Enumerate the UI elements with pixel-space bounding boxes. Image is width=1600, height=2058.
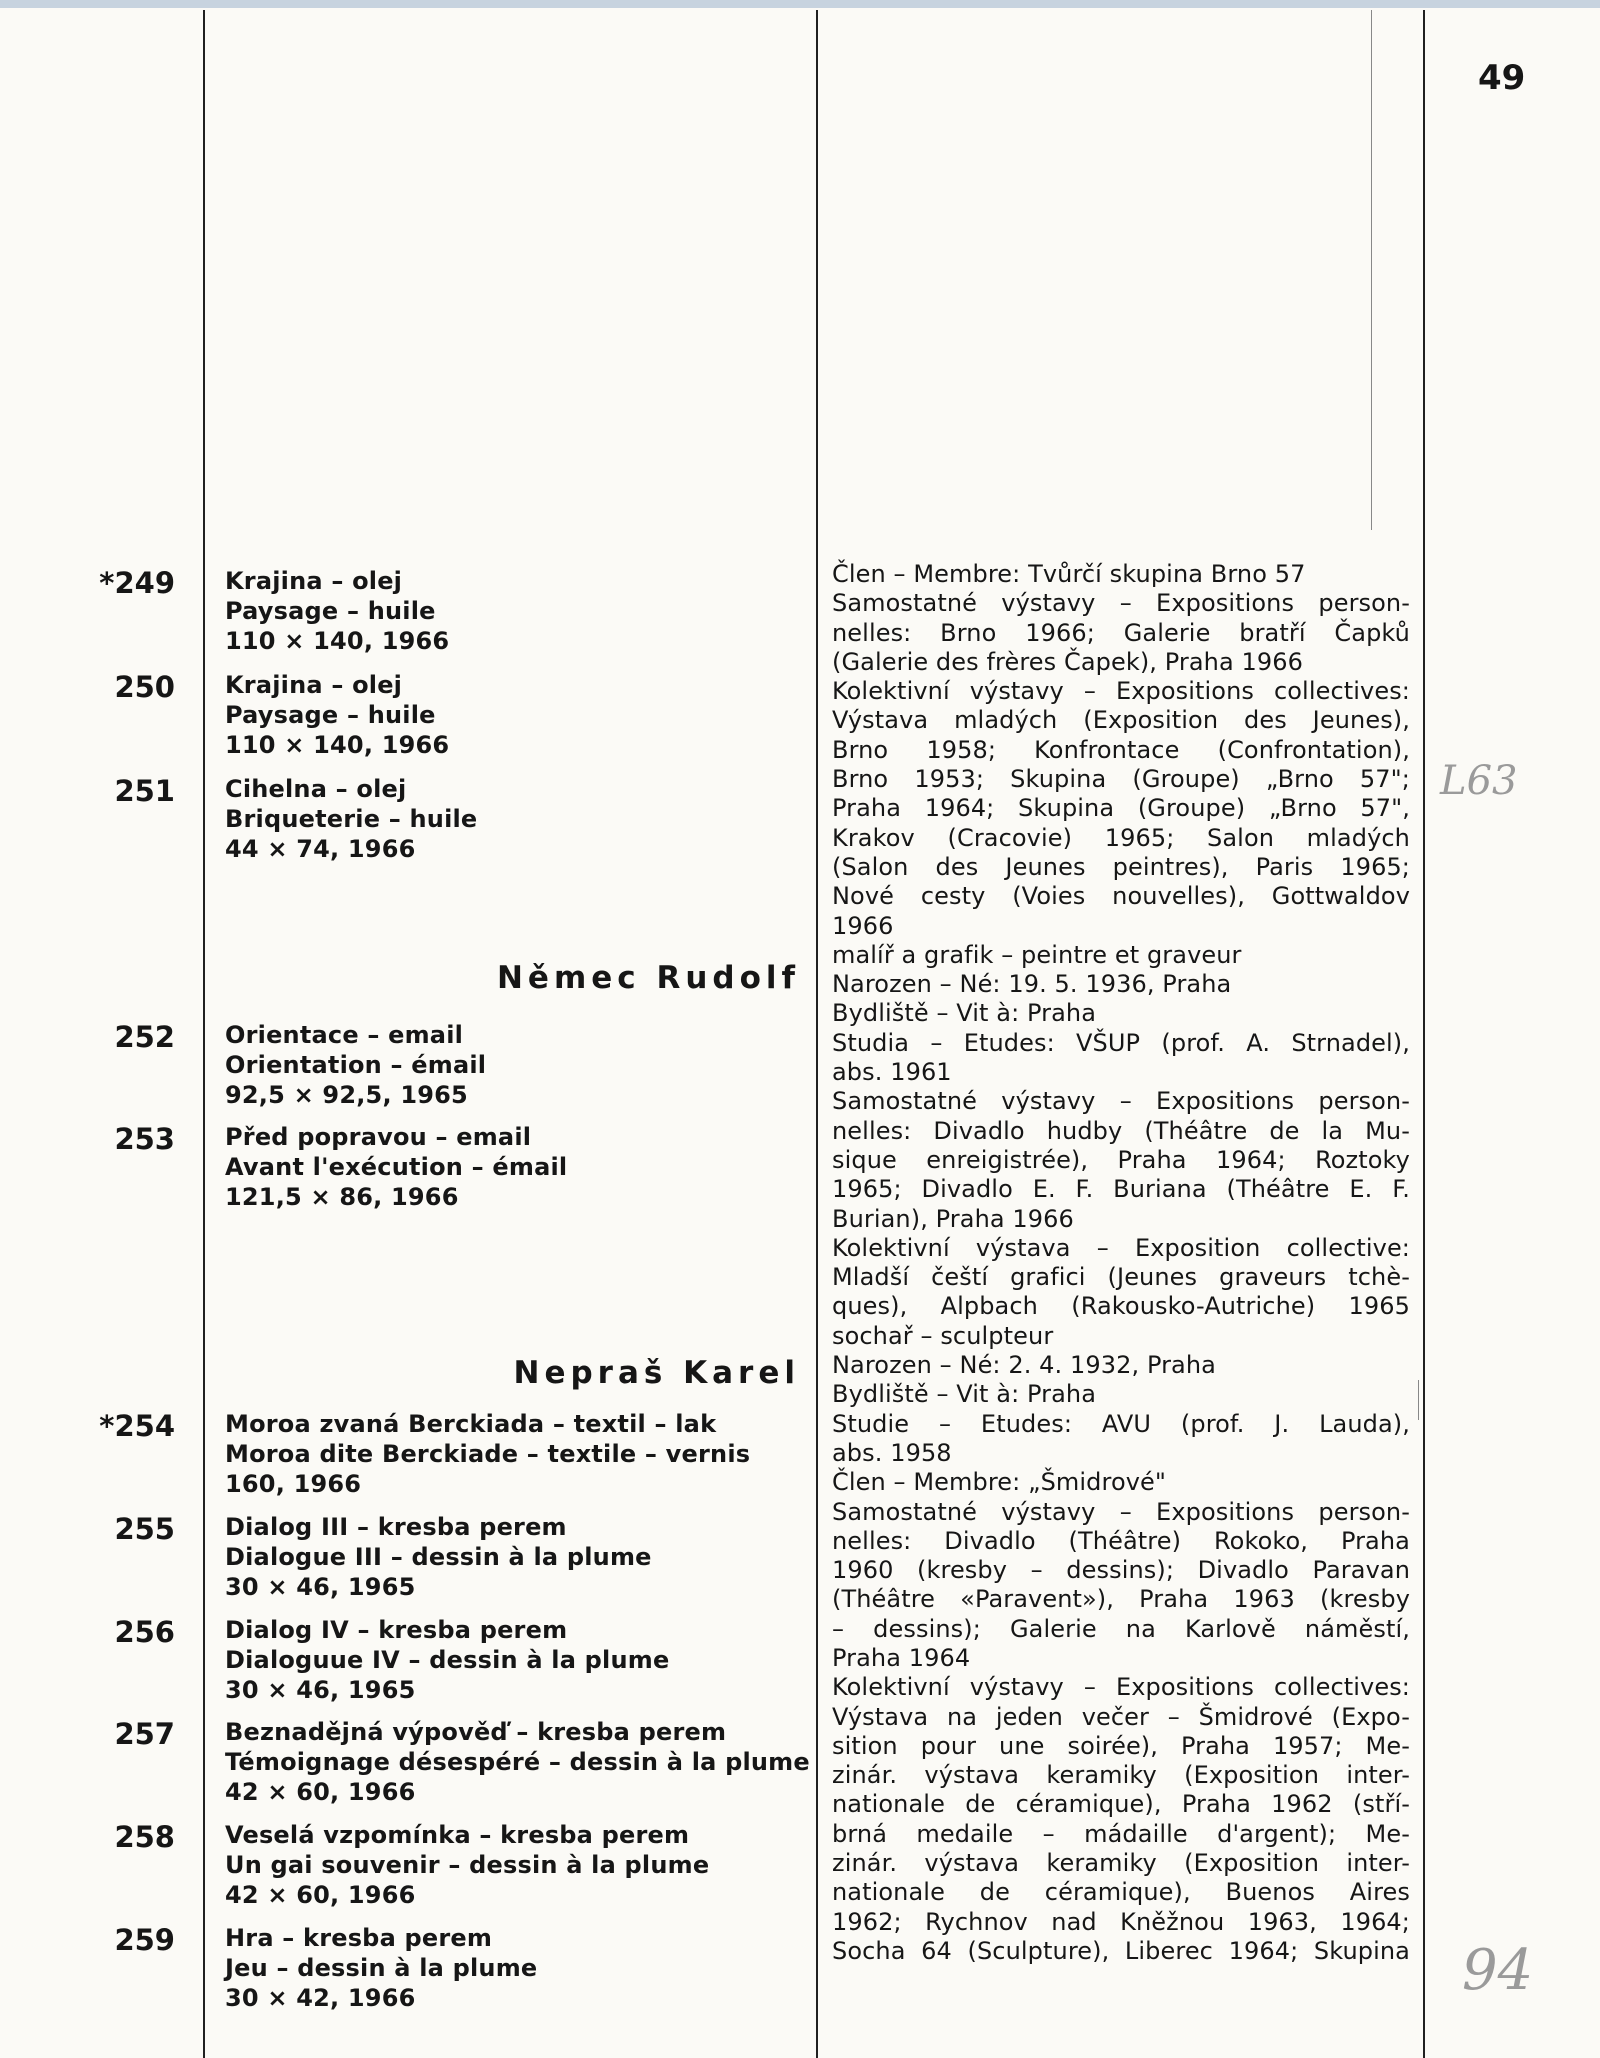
- entry-number: 251: [114, 774, 175, 808]
- column-rule-left: [203, 10, 205, 2058]
- entry-dimensions: 30 × 42, 1966: [225, 1984, 416, 2012]
- bio-line: Brno 1958; Konfrontace (Confrontation),: [832, 735, 1410, 764]
- entry-title-cz: Moroa zvaná Berckiada – textil – lak: [225, 1410, 717, 1438]
- bio-line: sition pour une soirée), Praha 1957; Me-: [832, 1731, 1410, 1760]
- bio-line: nationale de céramique), Praha 1962 (stří-: [832, 1790, 1410, 1819]
- bio-line: Výstava na jeden večer – Šmidrové (Expo-: [832, 1702, 1410, 1731]
- margin-tick-upper: [1371, 10, 1372, 530]
- entry-title-fr: Moroa dite Berckiade – textile – vernis: [225, 1440, 751, 1468]
- entry-title-fr: Orientation – émail: [225, 1051, 487, 1079]
- entry-title-fr: Un gai souvenir – dessin à la plume: [225, 1851, 710, 1879]
- entry-dimensions: 42 × 60, 1966: [225, 1778, 416, 1806]
- column-rule-middle: [816, 10, 818, 2058]
- page-top-edge: [0, 0, 1600, 8]
- bio-line: Praha 1964: [832, 1643, 971, 1672]
- bio-line: (Galerie des frères Čapek), Praha 1966: [832, 647, 1303, 676]
- bio-line: – dessins); Galerie na Karlově náměstí,: [832, 1614, 1410, 1643]
- bio-line: abs. 1961: [832, 1058, 952, 1087]
- entry-number: 250: [114, 670, 175, 704]
- entry-title-cz: Hra – kresba perem: [225, 1924, 493, 1952]
- entry-title-cz: Dialog III – kresba perem: [225, 1513, 567, 1541]
- handwritten-note-count: 94: [1462, 1938, 1534, 2003]
- entry-title-cz: Cihelna – olej: [225, 775, 407, 803]
- bio-line: zinár. výstava keramiky (Exposition inter-: [832, 1849, 1410, 1878]
- bio-line: (Salon des Jeunes peintres), Paris 1965;: [832, 852, 1410, 881]
- entry-number: 258: [114, 1820, 175, 1854]
- bio-line: Člen – Membre: Tvůrčí skupina Brno 57: [832, 560, 1306, 588]
- artist-name-nepras: Nepraš Karel: [513, 1355, 800, 1391]
- entry-dimensions: 160, 1966: [225, 1470, 362, 1498]
- bio-line: (Théâtre «Paravent»), Praha 1963 (kresby: [832, 1585, 1410, 1614]
- bio-line: nelles: Divadlo (Théâtre) Rokoko, Praha: [832, 1526, 1410, 1555]
- bio-line: brná medaile – mádaille d'argent); Me-: [832, 1819, 1410, 1848]
- entry-title-cz: Krajina – olej: [225, 567, 403, 595]
- bio-line: Narozen – Né: 19. 5. 1936, Praha: [832, 970, 1232, 999]
- artist-biography: [832, 560, 1410, 1966]
- entry-title-cz: Dialog IV – kresba perem: [225, 1616, 568, 1644]
- entry-number: 257: [114, 1717, 175, 1751]
- entry-dimensions: 30 × 46, 1965: [225, 1676, 416, 1704]
- entry-title-fr: Paysage – huile: [225, 597, 436, 625]
- bio-line: 1960 (kresby – dessins); Divadlo Paravan: [832, 1556, 1410, 1585]
- bio-line: sique enreigistrée), Praha 1964; Roztoky: [832, 1145, 1410, 1174]
- entry-number: *249: [99, 566, 175, 600]
- bio-line: Člen – Membre: „Šmidrové": [832, 1468, 1167, 1497]
- bio-line: Brno 1953; Skupina (Groupe) „Brno 57";: [832, 765, 1410, 794]
- bio-line: Nové cesty (Voies nouvelles), Gottwaldov: [832, 882, 1410, 911]
- bio-line: Kolektivní výstava – Exposition collective:: [832, 1233, 1410, 1262]
- entry-title-cz: Beznadějná výpověď – kresba perem: [225, 1718, 727, 1746]
- bio-line: Samostatné výstavy – Expositions person-: [832, 1087, 1410, 1116]
- bio-line: sochař – sculpteur: [832, 1321, 1054, 1350]
- bio-line: Výstava mladých (Exposition des Jeunes),: [832, 706, 1410, 735]
- margin-tick-lower: [1418, 1380, 1419, 1420]
- entry-title-fr: Dialoguue IV – dessin à la plume: [225, 1646, 670, 1674]
- bio-line: 1965; Divadlo E. F. Buriana (Théâtre E. F.: [832, 1175, 1410, 1204]
- entry-number: 259: [114, 1923, 175, 1957]
- entry-title-fr: Paysage – huile: [225, 701, 436, 729]
- entry-title-fr: Jeu – dessin à la plume: [225, 1954, 538, 1982]
- entry-dimensions: 121,5 × 86, 1966: [225, 1183, 459, 1211]
- entry-number: 252: [114, 1020, 175, 1054]
- bio-line: nelles: Divadlo hudby (Théâtre de la Mu-: [832, 1116, 1410, 1145]
- entry-dimensions: 92,5 × 92,5, 1965: [225, 1081, 468, 1109]
- bio-line: 1962; Rychnov nad Kněžnou 1963, 1964;: [832, 1907, 1410, 1936]
- entry-dimensions: 110 × 140, 1966: [225, 731, 450, 759]
- entry-title-fr: Témoignage désespéré – dessin à la plume: [225, 1748, 810, 1776]
- page-number: 49: [1478, 58, 1526, 98]
- bio-line: Samostatné výstavy – Expositions person-: [832, 1497, 1410, 1526]
- entry-title-cz: Veselá vzpomínka – kresba perem: [225, 1821, 690, 1849]
- bio-line: 1966: [832, 911, 894, 940]
- entry-title-cz: Krajina – olej: [225, 671, 403, 699]
- entry-title-cz: Před popravou – email: [225, 1123, 532, 1151]
- entry-number: *254: [99, 1409, 175, 1443]
- column-rule-right: [1423, 10, 1425, 2058]
- bio-line: zinár. výstava keramiky (Exposition inter-: [832, 1761, 1410, 1790]
- entry-title-cz: Orientace – email: [225, 1021, 464, 1049]
- bio-line: ques), Alpbach (Rakousko-Autriche) 1965: [832, 1292, 1410, 1321]
- bio-line: Burian), Praha 1966: [832, 1204, 1074, 1233]
- bio-line: Samostatné výstavy – Expositions person-: [832, 589, 1410, 618]
- entry-dimensions: 42 × 60, 1966: [225, 1881, 416, 1909]
- entry-title-fr: Dialogue III – dessin à la plume: [225, 1543, 652, 1571]
- entry-number: 253: [114, 1122, 175, 1156]
- handwritten-note-catalog: L63: [1440, 758, 1518, 804]
- bio-line: Mladší čeští grafici (Jeunes graveurs tchè-: [832, 1263, 1410, 1292]
- entry-dimensions: 30 × 46, 1965: [225, 1573, 416, 1601]
- bio-line: nelles: Brno 1966; Galerie bratří Čapků: [832, 618, 1410, 647]
- bio-line: Bydliště – Vit à: Praha: [832, 999, 1097, 1028]
- bio-line: Socha 64 (Sculpture), Liberec 1964; Skupina: [832, 1936, 1410, 1965]
- entry-number: 255: [114, 1512, 175, 1546]
- entry-dimensions: 44 × 74, 1966: [225, 835, 416, 863]
- artist-name-nemec: Němec Rudolf: [496, 960, 800, 996]
- entry-title-fr: Briqueterie – huile: [225, 805, 478, 833]
- bio-line: nationale de céramique), Buenos Aires: [832, 1878, 1410, 1907]
- bio-line: Studia – Etudes: VŠUP (prof. A. Strnadel),: [832, 1028, 1410, 1057]
- bio-line: Narozen – Né: 2. 4. 1932, Praha: [832, 1351, 1216, 1380]
- bio-line: Studie – Etudes: AVU (prof. J. Lauda),: [832, 1409, 1410, 1438]
- bio-line: Praha 1964; Skupina (Groupe) „Brno 57",: [832, 794, 1410, 823]
- bio-line: Krakov (Cracovie) 1965; Salon mladých: [832, 823, 1410, 852]
- entry-number: 256: [114, 1615, 175, 1649]
- bio-line: Bydliště – Vit à: Praha: [832, 1380, 1097, 1409]
- entry-title-fr: Avant l'exécution – émail: [225, 1153, 568, 1181]
- bio-line: malíř a grafik – peintre et graveur: [832, 940, 1242, 969]
- bio-line: abs. 1958: [832, 1438, 952, 1467]
- entry-dimensions: 110 × 140, 1966: [225, 627, 450, 655]
- bio-line: Kolektivní výstavy – Expositions collectives:: [832, 1673, 1410, 1702]
- bio-line: Kolektivní výstavy – Expositions collectives:: [832, 677, 1410, 706]
